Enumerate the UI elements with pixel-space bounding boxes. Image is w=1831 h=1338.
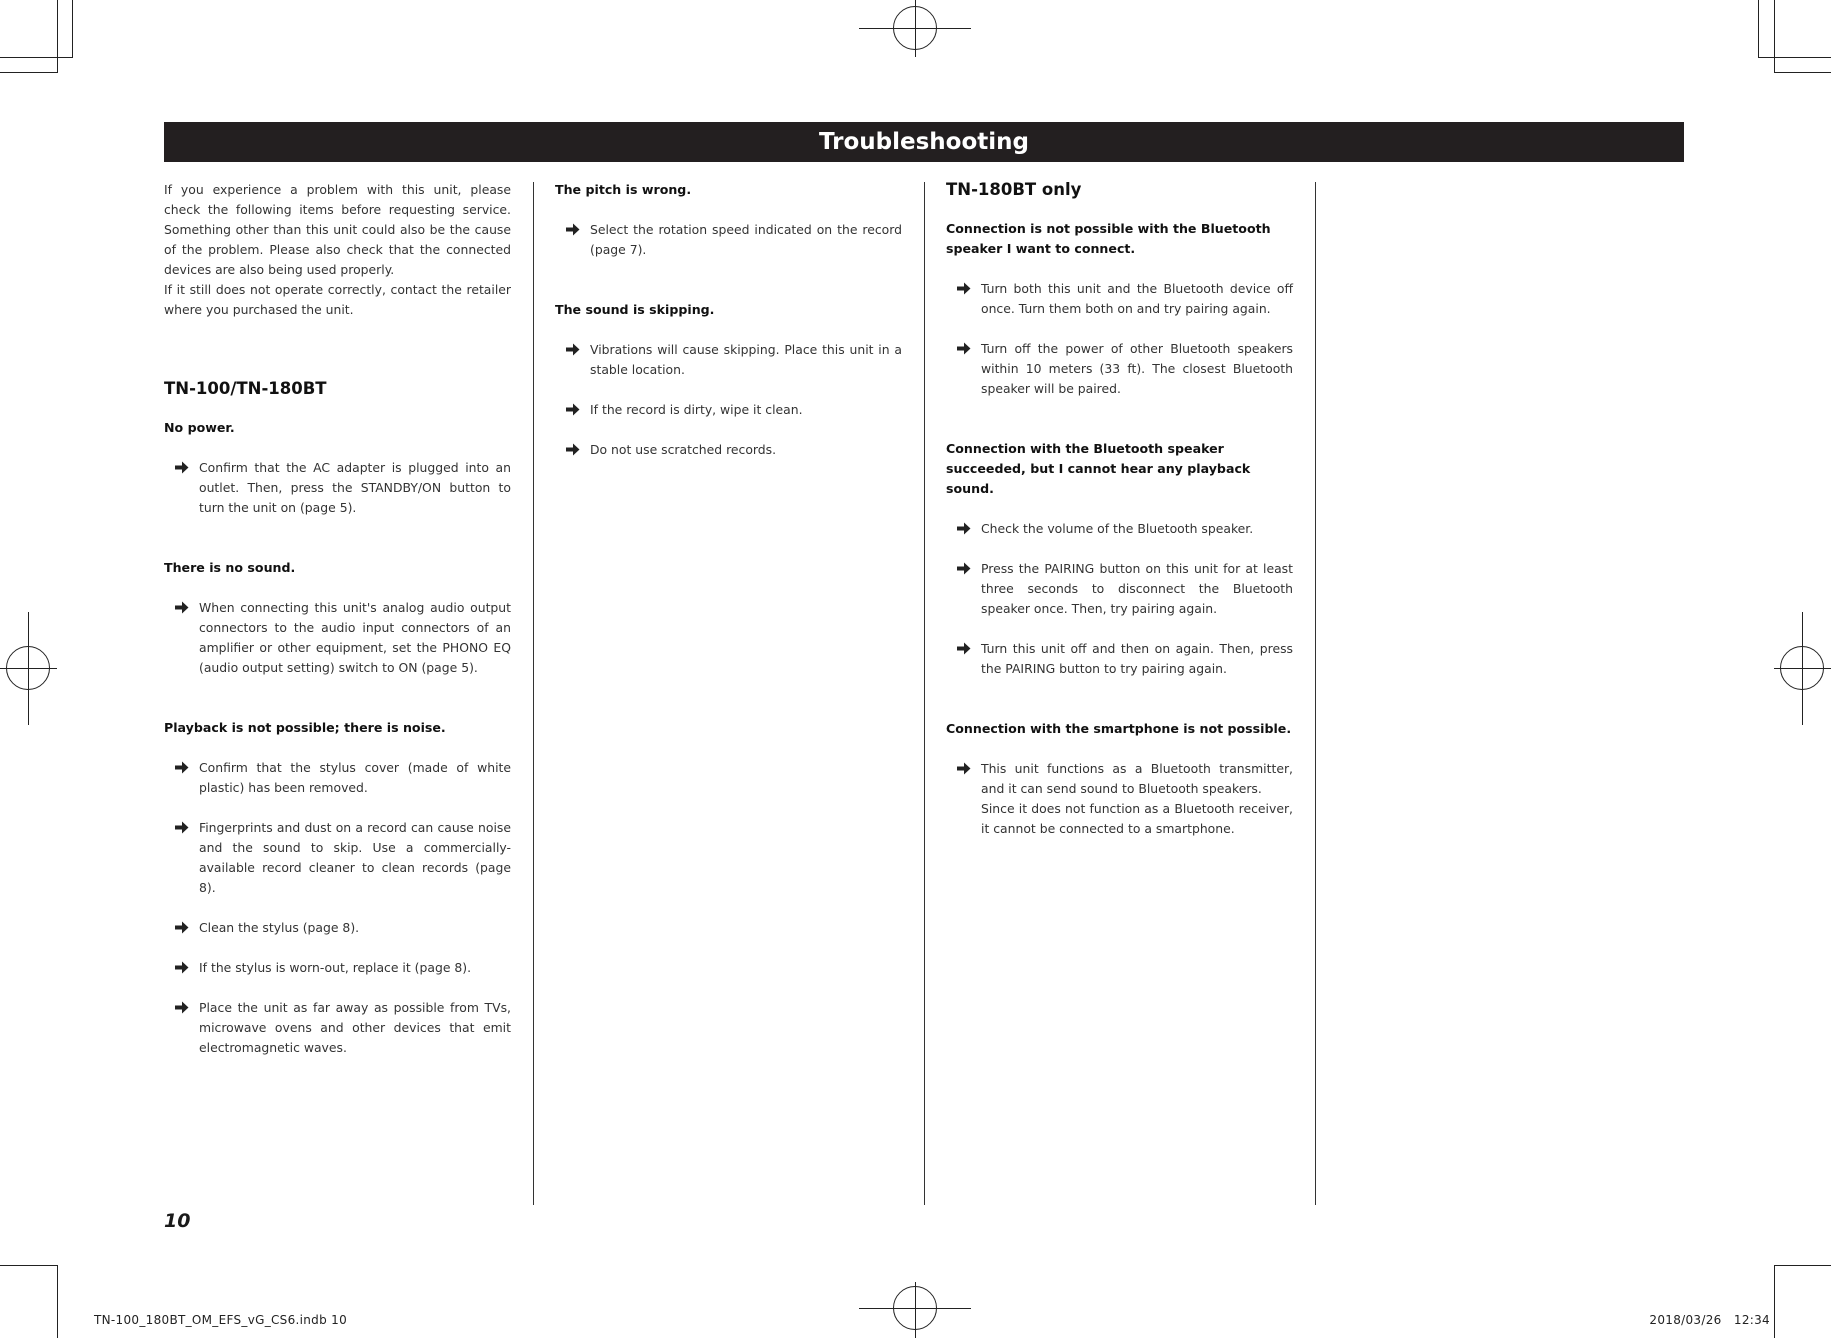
arrow-icon	[175, 601, 189, 614]
arrow-icon	[566, 223, 580, 236]
problem-title: The pitch is wrong.	[555, 182, 692, 197]
page-number: 10	[164, 1210, 191, 1232]
solution-item: Turn this unit off and then on again. Then, press the PAIRING button to try pairing again.	[946, 639, 1293, 679]
solution-item: If the stylus is worn-out, replace it (page 8).	[164, 958, 511, 978]
arrow-icon	[175, 461, 189, 474]
arrow-icon	[957, 642, 971, 655]
solution-item: Fingerprints and dust on a record can cause noise and the sound to skip. Use a commercially-available record cleaner to clean records (page 8).	[164, 818, 511, 898]
solution-item: Confirm that the stylus cover (made of white plastic) has been removed.	[164, 758, 511, 798]
solution-item: Select the rotation speed indicated on the record (page 7).	[555, 220, 902, 260]
solution-item: Turn both this unit and the Bluetooth device off once. Turn them both on and try pairing again.	[946, 279, 1293, 319]
arrow-icon	[175, 921, 189, 934]
column-2	[555, 180, 902, 460]
arrow-icon	[566, 403, 580, 416]
arrow-icon	[957, 562, 971, 575]
solution-item: Turn off the power of other Bluetooth speakers within 10 meters (33 ft). The closest Bluetooth speaker will be paired.	[946, 339, 1293, 399]
solution-item: Do not use scratched records.	[555, 440, 902, 460]
section-heading: TN-100/TN-180BT	[164, 379, 327, 398]
arrow-icon	[175, 1001, 189, 1014]
arrow-icon	[957, 522, 971, 535]
solution-extra: Since it does not function as a Bluetooth receiver, it cannot be connected to a smartphone.	[981, 801, 1293, 836]
column-3	[946, 180, 1293, 839]
solution-item: This unit functions as a Bluetooth transmitter, and it can send sound to Bluetooth speakers. Since it does not function as a Bluetooth receiver, it cannot be connected to a smartphone.	[946, 759, 1293, 839]
solution-item: Vibrations will cause skipping. Place this unit in a stable location.	[555, 340, 902, 380]
arrow-icon	[566, 443, 580, 456]
problem-title: Connection with the Bluetooth speaker succeeded, but I cannot hear any playback sound.	[946, 441, 1251, 496]
intro-paragraph: If you experience a problem with this unit, please check the following items before requesting service. Something other than this unit could also be the cause of the problem. Please also check that the connected devices are also being used properly.	[164, 182, 511, 277]
solution-item: Place the unit as far away as possible from TVs, microwave ovens and other devices that emit electromagnetic waves.	[164, 998, 511, 1058]
arrow-icon	[566, 343, 580, 356]
problem-title: Playback is not possible; there is noise.	[164, 720, 446, 735]
solution-item: Confirm that the AC adapter is plugged into an outlet. Then, press the STANDBY/ON button to turn the unit on (page 5).	[164, 458, 511, 518]
arrow-icon	[957, 762, 971, 775]
page-title: Troubleshooting	[164, 122, 1684, 162]
problem-title: There is no sound.	[164, 560, 296, 575]
slug-filename: TN-100_180BT_OM_EFS_vG_CS6.indb 10	[94, 1313, 348, 1327]
arrow-icon	[957, 282, 971, 295]
column-divider	[533, 182, 534, 1205]
column-divider	[924, 182, 925, 1205]
arrow-icon	[175, 761, 189, 774]
column-1	[164, 180, 511, 1058]
problem-title: Connection with the smartphone is not possible.	[946, 721, 1292, 736]
solution-item: When connecting this unit's analog audio output connectors to the audio input connectors of an amplifier or other equipment, set the PHONO EQ (audio output setting) switch to ON (page 5).	[164, 598, 511, 678]
problem-title: Connection is not possible with the Bluetooth speaker I want to connect.	[946, 221, 1271, 256]
solution-item: Clean the stylus (page 8).	[164, 918, 511, 938]
arrow-icon	[175, 961, 189, 974]
arrow-icon	[957, 342, 971, 355]
solution-item: If the record is dirty, wipe it clean.	[555, 400, 902, 420]
arrow-icon	[175, 821, 189, 834]
problem-title: No power.	[164, 420, 235, 435]
solution-item: Check the volume of the Bluetooth speaker.	[946, 519, 1293, 539]
problem-title: The sound is skipping.	[555, 302, 715, 317]
column-divider	[1315, 182, 1316, 1205]
section-heading: TN-180BT only	[946, 180, 1082, 199]
solution-item: Press the PAIRING button on this unit for at least three seconds to disconnect the Bluetooth speaker once. Then, try pairing again.	[946, 559, 1293, 619]
intro-paragraph: If it still does not operate correctly, contact the retailer where you purchased the unit.	[164, 282, 511, 317]
slug-timestamp: 2018/03/26 12:34	[1649, 1313, 1770, 1327]
